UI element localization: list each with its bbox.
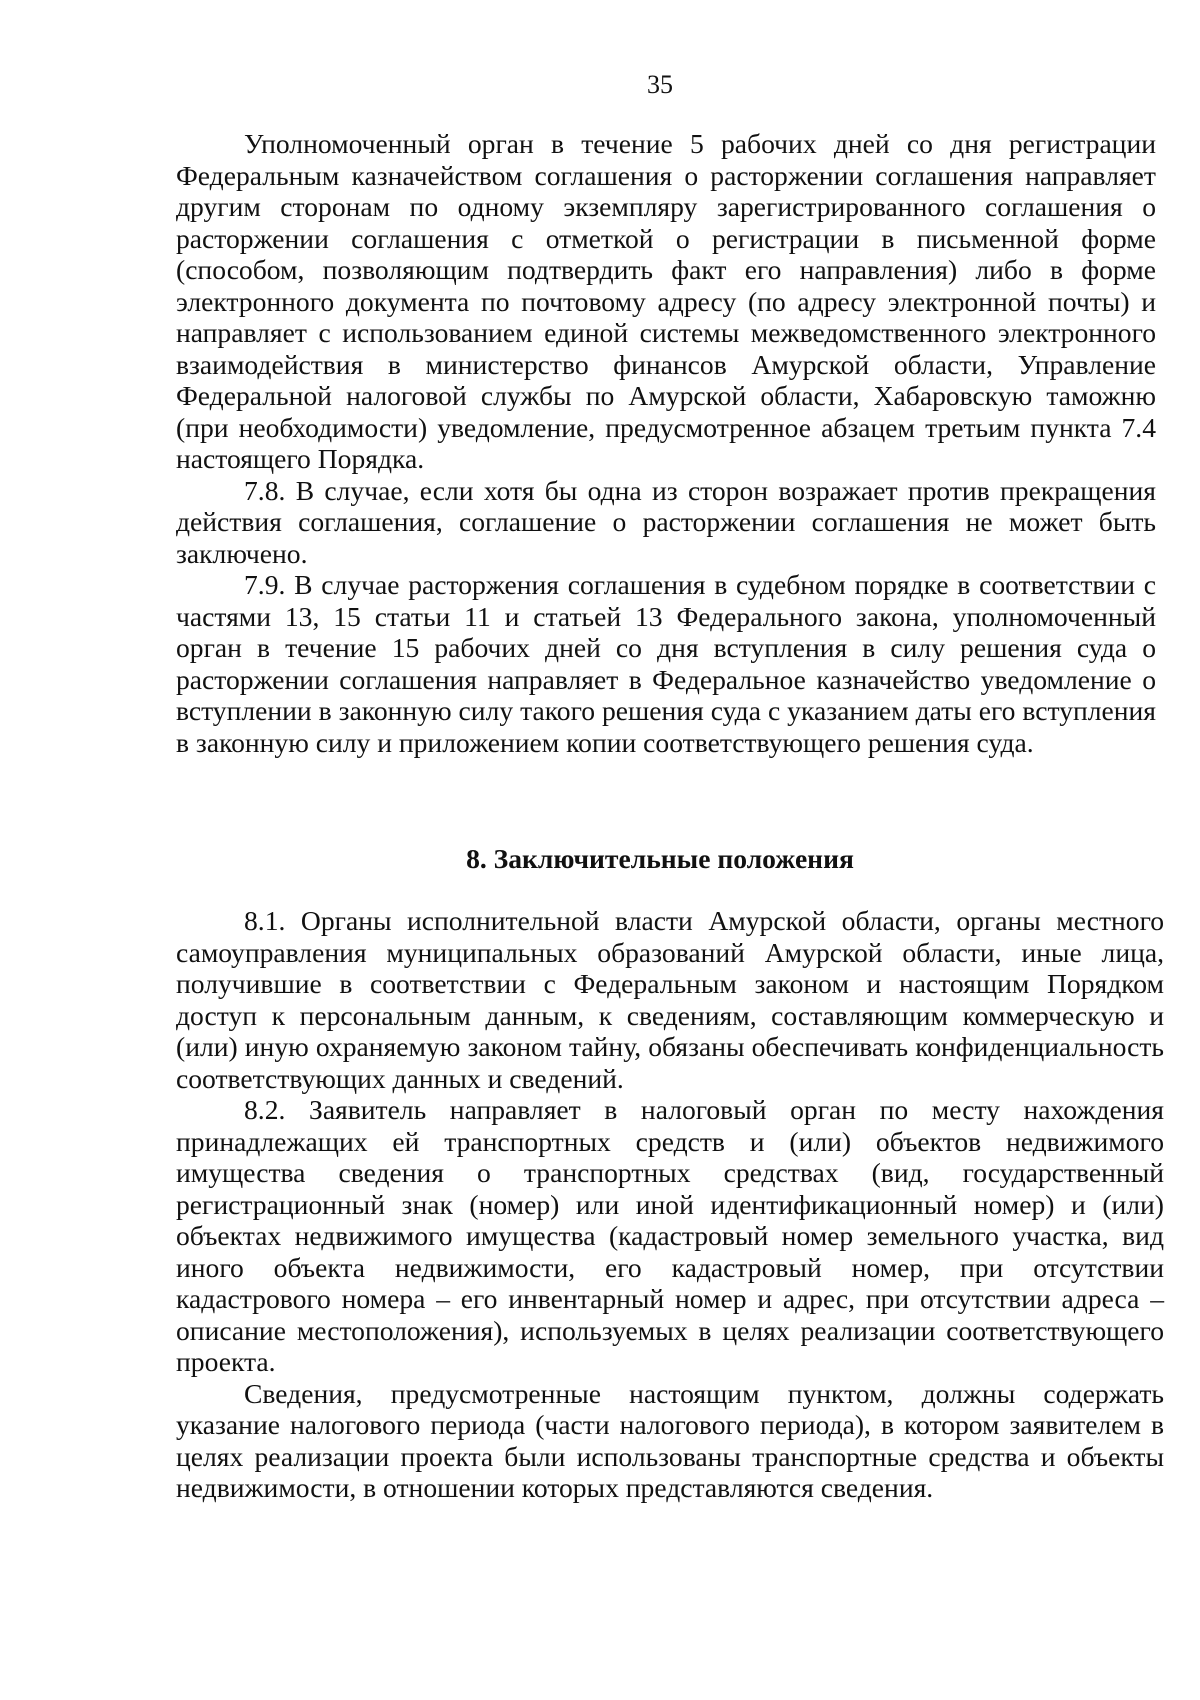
section-7-continuation: [176, 128, 1156, 758]
paragraph-8-2: 8.2. Заявитель направляет в налоговый орган по месту нахождения принадлежащих ей транспортных средств и (или) объектов недвижимого имущества сведения о транспортных средствах (вид, государственный регистрационный знак (номер) или иной идентификационный номер) и (или) объектах недвижимого имущества (кадастровый номер земельного участка, вид иного объекта недвижимости, его кадастровый номер, при отсутствии кадастрового номера – его инвентарный номер и адрес, при отсутствии адреса – описание местоположения), используемых в целях реализации соответствующего проекта.: [176, 1094, 1164, 1377]
paragraph-8-2-details: Сведения, предусмотренные настоящим пунктом, должны содержать указание налогового периода (части налогового периода), в котором заявителем в целях реализации проекта были использованы транспортные средства и объекты недвижимости, в отношении которых представляются сведения.: [176, 1377, 1164, 1503]
section-8-heading: 8. Заключительные положения: [466, 843, 854, 874]
page-number: 35: [647, 70, 673, 99]
paragraph-8-1: 8.1. Органы исполнительной власти Амурской области, органы местного самоуправления муниципальных образований Амурской области, иные лица, получившие в соответствии с Федеральным законом и настоящим Порядком доступ к персональным данным, к сведениям, составляющим коммерческую и (или) иную охраняемую законом тайну, обязаны обеспечивать конфиденциальность соответствующих данных и сведений.: [176, 905, 1164, 1094]
section-8-body: [176, 905, 1164, 1504]
paragraph-7-7-continuation: Уполномоченный орган в течение 5 рабочих дней со дня регистрации Федеральным казначейством соглашения о расторжении соглашения направляет другим сторонам по одному экземпляру зарегистрированного соглашения о расторжении соглашения с отметкой о регистрации в письменной форме (способом, позволяющим подтвердить факт его направления) либо в форме электронного документа по почтовому адресу (по адресу электронной почты) и направляет с использованием единой системы межведомственного электронного взаимодействия в министерство финансов Амурской области, Управление Федеральной налоговой службы по Амурской области, Хабаровскую таможню (при необходимости) уведомление, предусмотренное абзацем третьим пункта 7.4 настоящего Порядка.: [176, 128, 1156, 474]
paragraph-7-8: 7.8. В случае, если хотя бы одна из сторон возражает против прекращения действия соглашения, соглашение о расторжении соглашения не может быть заключено.: [176, 474, 1156, 569]
paragraph-7-9: 7.9. В случае расторжения соглашения в судебном порядке в соответствии с частями 13, 15 статьи 11 и статьей 13 Федерального закона, уполномоченный орган в течение 15 рабочих дней со дня вступления в силу решения суда о расторжении соглашения направляет в Федеральное казначейство уведомление о вступлении в законную силу такого решения суда с указанием даты его вступления в законную силу и приложением копии соответствующего решения суда.: [176, 569, 1156, 758]
